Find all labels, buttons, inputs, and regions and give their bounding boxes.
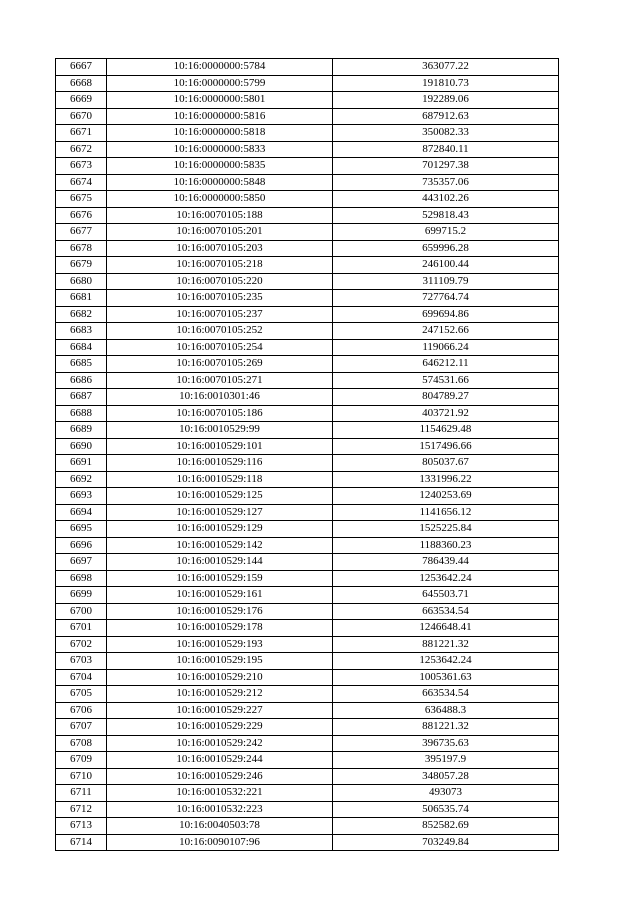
row-number-cell: 6713 <box>56 818 107 835</box>
cadastral-number-cell: 10:16:0070105:271 <box>107 372 333 389</box>
value-cell: 699694.86 <box>333 306 559 323</box>
value-cell: 872840.11 <box>333 141 559 158</box>
table-row <box>56 735 559 752</box>
cadastral-number-cell: 10:16:0070105:235 <box>107 290 333 307</box>
table-row <box>56 59 559 76</box>
row-number-cell: 6672 <box>56 141 107 158</box>
value-cell: 247152.66 <box>333 323 559 340</box>
row-number-cell: 6701 <box>56 620 107 637</box>
cadastral-number-cell: 10:16:0010529:242 <box>107 735 333 752</box>
cadastral-number-cell: 10:16:0010532:223 <box>107 801 333 818</box>
cadastral-number-cell: 10:16:0000000:5850 <box>107 191 333 208</box>
table-row <box>56 339 559 356</box>
value-cell: 659996.28 <box>333 240 559 257</box>
table-row <box>56 191 559 208</box>
cadastral-number-cell: 10:16:0010529:178 <box>107 620 333 637</box>
value-cell: 805037.67 <box>333 455 559 472</box>
row-number-cell: 6693 <box>56 488 107 505</box>
value-cell: 311109.79 <box>333 273 559 290</box>
cadastral-number-cell: 10:16:0010529:229 <box>107 719 333 736</box>
cadastral-number-cell: 10:16:0070105:254 <box>107 339 333 356</box>
table-row <box>56 273 559 290</box>
row-number-cell: 6699 <box>56 587 107 604</box>
cadastral-number-cell: 10:16:0010529:244 <box>107 752 333 769</box>
row-number-cell: 6688 <box>56 405 107 422</box>
cadastral-number-cell: 10:16:0070105:252 <box>107 323 333 340</box>
table-row <box>56 372 559 389</box>
cadastral-number-cell: 10:16:0010529:161 <box>107 587 333 604</box>
table-row <box>56 818 559 835</box>
cadastral-number-cell: 10:16:0000000:5784 <box>107 59 333 76</box>
cadastral-number-cell: 10:16:0000000:5816 <box>107 108 333 125</box>
row-number-cell: 6686 <box>56 372 107 389</box>
value-cell: 1525225.84 <box>333 521 559 538</box>
cadastral-number-cell: 10:16:0070105:237 <box>107 306 333 323</box>
cadastral-number-cell: 10:16:0010529:116 <box>107 455 333 472</box>
table-row <box>56 686 559 703</box>
value-cell: 348057.28 <box>333 768 559 785</box>
cadastral-number-cell: 10:16:0010301:46 <box>107 389 333 406</box>
table-row <box>56 471 559 488</box>
table-row <box>56 504 559 521</box>
value-cell: 786439.44 <box>333 554 559 571</box>
value-cell: 804789.27 <box>333 389 559 406</box>
cadastral-number-cell: 10:16:0070105:220 <box>107 273 333 290</box>
value-cell: 396735.63 <box>333 735 559 752</box>
value-cell: 1005361.63 <box>333 669 559 686</box>
table-row <box>56 92 559 109</box>
value-cell: 699715.2 <box>333 224 559 241</box>
table-row <box>56 768 559 785</box>
value-cell: 529818.43 <box>333 207 559 224</box>
table-row <box>56 356 559 373</box>
cadastral-number-cell: 10:16:0010529:99 <box>107 422 333 439</box>
value-cell: 443102.26 <box>333 191 559 208</box>
value-cell: 1246648.41 <box>333 620 559 637</box>
cadastral-number-cell: 10:16:0070105:218 <box>107 257 333 274</box>
row-number-cell: 6682 <box>56 306 107 323</box>
table-row <box>56 224 559 241</box>
row-number-cell: 6694 <box>56 504 107 521</box>
value-cell: 1517496.66 <box>333 438 559 455</box>
cadastral-number-cell: 10:16:0010529:127 <box>107 504 333 521</box>
row-number-cell: 6684 <box>56 339 107 356</box>
value-cell: 881221.32 <box>333 719 559 736</box>
cadastral-number-cell: 10:16:0000000:5833 <box>107 141 333 158</box>
table-row <box>56 554 559 571</box>
row-number-cell: 6670 <box>56 108 107 125</box>
row-number-cell: 6698 <box>56 570 107 587</box>
table-row <box>56 834 559 851</box>
cadastral-number-cell: 10:16:0090107:96 <box>107 834 333 851</box>
table-row <box>56 158 559 175</box>
row-number-cell: 6711 <box>56 785 107 802</box>
table-row <box>56 752 559 769</box>
cadastral-number-cell: 10:16:0010529:142 <box>107 537 333 554</box>
table-row <box>56 125 559 142</box>
row-number-cell: 6683 <box>56 323 107 340</box>
row-number-cell: 6710 <box>56 768 107 785</box>
table-row <box>56 306 559 323</box>
table-row <box>56 669 559 686</box>
table-row <box>56 290 559 307</box>
value-cell: 493073 <box>333 785 559 802</box>
value-cell: 701297.38 <box>333 158 559 175</box>
table-row <box>56 257 559 274</box>
value-cell: 1331996.22 <box>333 471 559 488</box>
cadastral-number-cell: 10:16:0010529:118 <box>107 471 333 488</box>
row-number-cell: 6667 <box>56 59 107 76</box>
row-number-cell: 6673 <box>56 158 107 175</box>
value-cell: 727764.74 <box>333 290 559 307</box>
table-row <box>56 702 559 719</box>
row-number-cell: 6689 <box>56 422 107 439</box>
table-row <box>56 389 559 406</box>
value-cell: 1154629.48 <box>333 422 559 439</box>
table-row <box>56 141 559 158</box>
value-cell: 687912.63 <box>333 108 559 125</box>
cadastral-number-cell: 10:16:0070105:188 <box>107 207 333 224</box>
row-number-cell: 6685 <box>56 356 107 373</box>
cadastral-number-cell: 10:16:0000000:5835 <box>107 158 333 175</box>
row-number-cell: 6690 <box>56 438 107 455</box>
row-number-cell: 6707 <box>56 719 107 736</box>
cadastral-number-cell: 10:16:0010529:129 <box>107 521 333 538</box>
value-cell: 1240253.69 <box>333 488 559 505</box>
row-number-cell: 6676 <box>56 207 107 224</box>
row-number-cell: 6692 <box>56 471 107 488</box>
value-cell: 663534.54 <box>333 603 559 620</box>
value-cell: 395197.9 <box>333 752 559 769</box>
table-row <box>56 785 559 802</box>
value-cell: 1253642.24 <box>333 653 559 670</box>
table-row <box>56 438 559 455</box>
row-number-cell: 6668 <box>56 75 107 92</box>
value-cell: 350082.33 <box>333 125 559 142</box>
cadastral-number-cell: 10:16:0010529:212 <box>107 686 333 703</box>
cadastral-number-cell: 10:16:0000000:5818 <box>107 125 333 142</box>
table-row <box>56 603 559 620</box>
value-cell: 663534.54 <box>333 686 559 703</box>
value-cell: 574531.66 <box>333 372 559 389</box>
row-number-cell: 6680 <box>56 273 107 290</box>
value-cell: 852582.69 <box>333 818 559 835</box>
table-row <box>56 537 559 554</box>
row-number-cell: 6706 <box>56 702 107 719</box>
table-row <box>56 323 559 340</box>
cadastral-number-cell: 10:16:0070105:186 <box>107 405 333 422</box>
value-cell: 403721.92 <box>333 405 559 422</box>
row-number-cell: 6712 <box>56 801 107 818</box>
value-cell: 1253642.24 <box>333 570 559 587</box>
row-number-cell: 6714 <box>56 834 107 851</box>
cadastral-number-cell: 10:16:0010529:195 <box>107 653 333 670</box>
table-row <box>56 636 559 653</box>
row-number-cell: 6709 <box>56 752 107 769</box>
cadastral-number-cell: 10:16:0070105:201 <box>107 224 333 241</box>
value-cell: 363077.22 <box>333 59 559 76</box>
value-cell: 636488.3 <box>333 702 559 719</box>
table-row <box>56 108 559 125</box>
cadastral-number-cell: 10:16:0010529:193 <box>107 636 333 653</box>
cadastral-number-cell: 10:16:0070105:269 <box>107 356 333 373</box>
value-cell: 645503.71 <box>333 587 559 604</box>
cadastral-number-cell: 10:16:0000000:5799 <box>107 75 333 92</box>
row-number-cell: 6691 <box>56 455 107 472</box>
row-number-cell: 6675 <box>56 191 107 208</box>
row-number-cell: 6705 <box>56 686 107 703</box>
row-number-cell: 6671 <box>56 125 107 142</box>
table-body <box>56 59 559 851</box>
table-row <box>56 174 559 191</box>
cadastral-number-cell: 10:16:0010529:246 <box>107 768 333 785</box>
cadastral-number-cell: 10:16:0010529:210 <box>107 669 333 686</box>
row-number-cell: 6704 <box>56 669 107 686</box>
cadastral-value-table <box>55 58 559 851</box>
table-row <box>56 240 559 257</box>
row-number-cell: 6695 <box>56 521 107 538</box>
table-row <box>56 620 559 637</box>
value-cell: 735357.06 <box>333 174 559 191</box>
cadastral-number-cell: 10:16:0010529:125 <box>107 488 333 505</box>
value-cell: 191810.73 <box>333 75 559 92</box>
row-number-cell: 6674 <box>56 174 107 191</box>
row-number-cell: 6678 <box>56 240 107 257</box>
table-row <box>56 719 559 736</box>
value-cell: 192289.06 <box>333 92 559 109</box>
cadastral-number-cell: 10:16:0040503:78 <box>107 818 333 835</box>
cadastral-number-cell: 10:16:0010532:221 <box>107 785 333 802</box>
table-row <box>56 207 559 224</box>
row-number-cell: 6700 <box>56 603 107 620</box>
value-cell: 646212.11 <box>333 356 559 373</box>
row-number-cell: 6681 <box>56 290 107 307</box>
row-number-cell: 6697 <box>56 554 107 571</box>
table-row <box>56 653 559 670</box>
row-number-cell: 6677 <box>56 224 107 241</box>
cadastral-number-cell: 10:16:0010529:144 <box>107 554 333 571</box>
value-cell: 703249.84 <box>333 834 559 851</box>
value-cell: 881221.32 <box>333 636 559 653</box>
cadastral-number-cell: 10:16:0070105:203 <box>107 240 333 257</box>
cadastral-number-cell: 10:16:0000000:5801 <box>107 92 333 109</box>
cadastral-number-cell: 10:16:0010529:227 <box>107 702 333 719</box>
value-cell: 246100.44 <box>333 257 559 274</box>
cadastral-number-cell: 10:16:0010529:176 <box>107 603 333 620</box>
value-cell: 506535.74 <box>333 801 559 818</box>
cadastral-number-cell: 10:16:0010529:101 <box>107 438 333 455</box>
value-cell: 1188360.23 <box>333 537 559 554</box>
row-number-cell: 6669 <box>56 92 107 109</box>
cadastral-number-cell: 10:16:0000000:5848 <box>107 174 333 191</box>
table-row <box>56 570 559 587</box>
table-row <box>56 75 559 92</box>
table-row <box>56 801 559 818</box>
table-row <box>56 488 559 505</box>
cadastral-number-cell: 10:16:0010529:159 <box>107 570 333 587</box>
table-row <box>56 422 559 439</box>
table-row <box>56 521 559 538</box>
row-number-cell: 6687 <box>56 389 107 406</box>
value-cell: 119066.24 <box>333 339 559 356</box>
table-row <box>56 455 559 472</box>
row-number-cell: 6679 <box>56 257 107 274</box>
row-number-cell: 6696 <box>56 537 107 554</box>
value-cell: 1141656.12 <box>333 504 559 521</box>
row-number-cell: 6703 <box>56 653 107 670</box>
table-row <box>56 405 559 422</box>
row-number-cell: 6702 <box>56 636 107 653</box>
row-number-cell: 6708 <box>56 735 107 752</box>
table-row <box>56 587 559 604</box>
